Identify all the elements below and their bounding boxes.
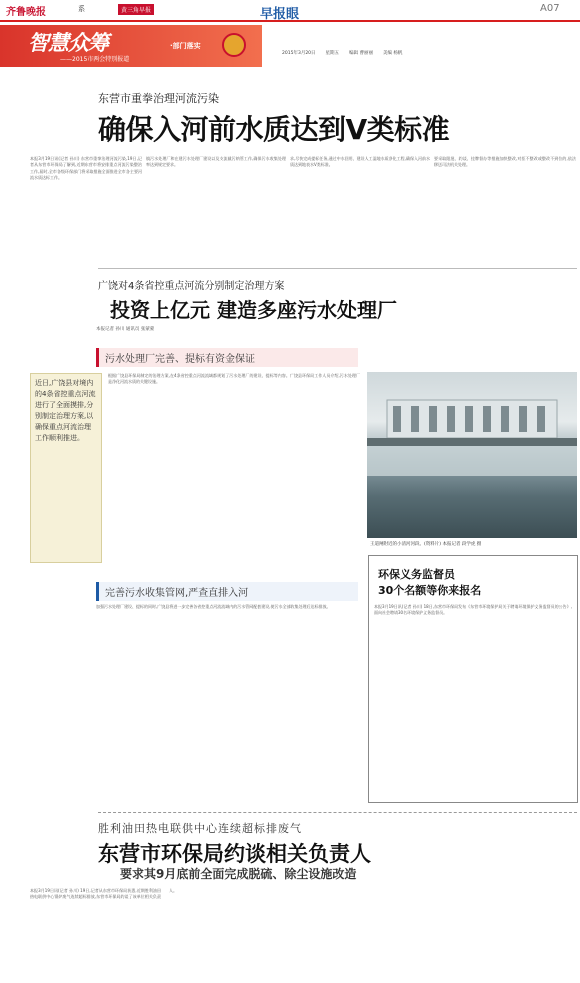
special-report-banner: [0, 25, 580, 67]
weekday: 星期五: [325, 51, 340, 56]
story2-byline: 本报记者 孙川 通讯员 张蒙蒙: [96, 327, 155, 332]
story4-headline: 东营市环保局约谈相关负责人: [98, 842, 371, 866]
story2-sidebar: 近日,广饶县对境内的4条省控重点河流进行了全面摸排,分别制定治理方案,以确保重点河流治理工作顺利推进。: [30, 373, 102, 563]
photo-caption: 王道闸附近的小清河河段。(资料片) 本报记者 段学虎 摄: [370, 542, 482, 547]
story2-subhead2: 完善污水收集管网,严查直排入河: [96, 582, 358, 601]
date: 2015年3月20日: [282, 51, 316, 56]
story2-deck: 广饶对4条省控重点河流分别制定治理方案: [98, 281, 285, 292]
story4-subhead: 要求其9月底前全面完成脱硫、除尘设施改造: [120, 867, 357, 881]
story2-headline: 投资上亿元 建造多座污水处理厂: [110, 298, 397, 322]
story1-headline: 确保入河前水质达到Ⅴ类标准: [98, 113, 450, 146]
story3-title2: 30个名额等你来报名: [378, 584, 482, 597]
story1-col1: 本报3月19日讯(记者 孙川) 东营市重拳治理河流污染,19日,记者从东营市环保局了解到,近期东营市将安排重点河流污染整治工作,届时,全市各级环保部门将采取措施全面推进全市各主要河流水质达标工作。: [30, 156, 142, 180]
story4-body: 本报3月19日讯(记者 孙川) 19日,记者从东营市环保局获悉,近期胜利油田热电联供中心锅炉废气连续超标排放,东营市环保局约谈了该单位相关负责人。: [30, 888, 177, 900]
story1-deck: 东营市重拳治理河流污染: [98, 92, 219, 105]
dateline: [282, 50, 576, 56]
designer: 美编 杨帆: [382, 51, 403, 56]
banner-title: 智慧众筹: [28, 31, 108, 55]
story1-col2: 镇污水处理厂和在建污水处理厂建设以及支流截污纳管工作,确保污水收集处理率达到规定要求。: [146, 156, 286, 168]
newspaper-logo: 齐鲁晚报: [6, 7, 46, 18]
section-tag: 早报眼: [260, 7, 300, 22]
story2-subhead1: 污水处理厂完善、提标有资金保证: [96, 348, 358, 367]
story2-body1: 根据广饶县环保局制定的治理方案,在4条省控重点河流流域都规划了污水处理厂的建设、提标等内容。广饶县环保局工作人员介绍,污水处理厂是净化河流水质的关键设施。: [108, 373, 360, 385]
story4-kicker: 胜利油田热电联供中心连续超标排废气: [98, 822, 302, 835]
story3-body: 本报3月19日讯(记者 孙川) 18日,东营市环保局发布《东营市环境保护局关于聘请环境保护义务监督员的公告》,面向社会聘请30名环境保护义务监督员。: [374, 604, 572, 616]
river-photo: [367, 372, 577, 538]
story1-col3: 求,尽快完成提标任务,通过中水回用、建设人工湿地水质净化工程,确保入河前水质达到地表水Ⅴ类标准。: [290, 156, 430, 168]
story2-body2: 加强污水处理厂建设、提标的同时,广饶县将进一步完善各省控重点河流流域内的污水管网配套建设,使污水全部收集处理后达标排放。: [96, 604, 331, 609]
divider-dashed: [98, 812, 577, 813]
edition-badge: 黄三角早报: [118, 4, 154, 15]
national-emblem-icon: [222, 33, 246, 57]
story3-title1: 环保义务监督员: [378, 568, 455, 581]
banner-subtitle: ——2015市两会特别报道: [60, 56, 130, 63]
banner-dept: ·部门落实: [170, 42, 201, 50]
story1-col4: 要采取限批、约谈、挂牌督办等措施加快整改,对拒不整改或整改不到位的,依法移送司法机关处理。: [434, 156, 576, 168]
editor: 编辑 曹丽丽: [349, 51, 373, 56]
divider: [98, 268, 577, 269]
page-number: A07: [540, 3, 560, 14]
page-header: [0, 0, 580, 22]
logo-suffix: 系: [78, 5, 85, 13]
